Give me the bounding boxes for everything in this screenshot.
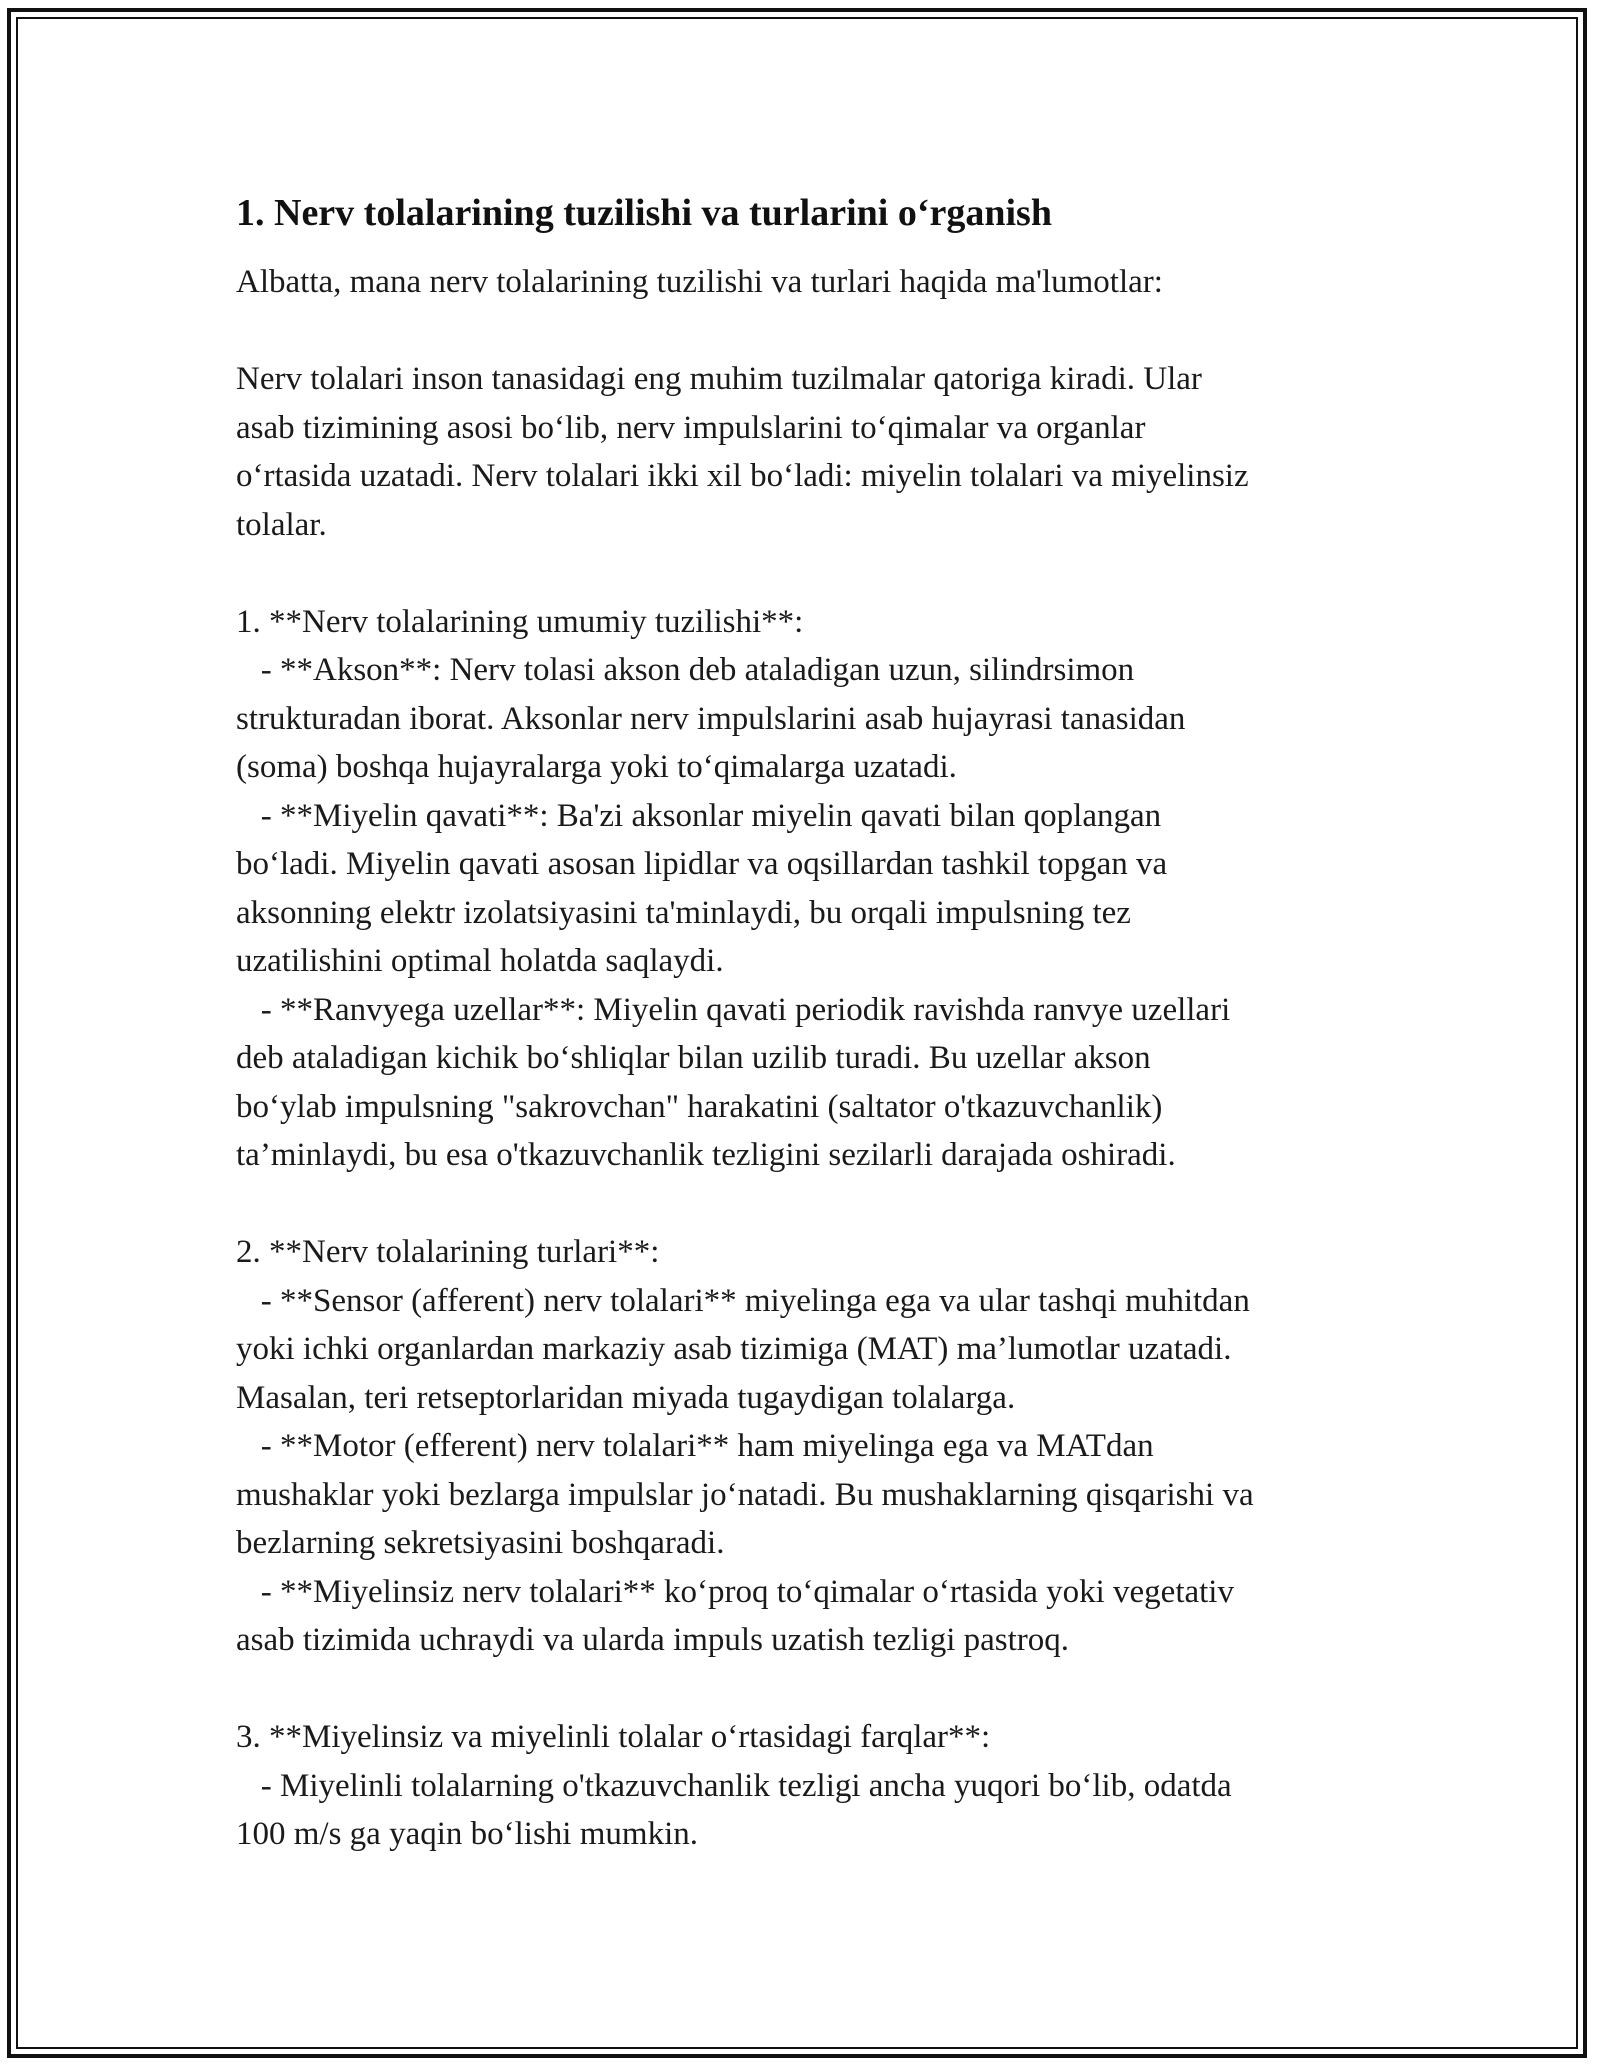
paragraph-gap <box>236 1665 1376 1714</box>
intro-paragraph: Albatta, mana nerv tolalarining tuzilishi va turlari haqida ma'lumotlar: <box>236 264 1163 300</box>
section-types: 2. **Nerv tolalarining turlari**: - **Sensor (afferent) nerv tolalari** miyelinga ega va ular tashqi muhitdan yoki ichki organlardan markaziy asab tizimiga (MAT) ma’lumotlar uzatadi. Masalan, teri retseptorlaridan miyada tugaydigan tolalarga. - **Motor (efferent) nerv tolalari** ham miyelinga ega va MATdan mushaklar yoki bezlarga impulslar jo‘natadi. Bu mushaklarning qisqarishi va bezlarning sekretsiyasini boshqaradi. - **Miyelinsiz nerv tolalari** ko‘proq to‘qimalar o‘rtasida yoki vegetativ asab tizimida uchraydi va ularda impuls uzatish tezligi pastroq. <box>236 1234 1254 1658</box>
paragraph-gap <box>236 307 1376 356</box>
section-structure: 1. **Nerv tolalarining umumiy tuzilishi**: - **Akson**: Nerv tolasi akson deb ataladigan uzun, silindrsimon strukturadan iborat. Aksonlar nerv impulslarini asab hujayrasi tanasidan (soma) boshqa hujayralarga yoki to‘qimalarga uzatadi. - **Miyelin qavati**: Ba'zi aksonlar miyelin qavati bilan qoplangan bo‘ladi. Miyelin qavati asosan lipidlar va oqsillardan tashkil topgan va aksonning elektr izolatsiyasini ta'minlaydi, bu orqali impulsning tez uzatilishini optimal holatda saqlaydi. - **Ranvyega uzellar**: Miyelin qavati periodik ravishda ranvye uzellari deb ataladigan kichik bo‘shliqlar bilan uzilib turadi. Bu uzellar akson bo‘ylab impulsning "sakrovchan" harakatini (saltator o'tkazuvchanlik) ta’minlaydi, bu esa o'tkazuvchanlik tezligini sezilarli darajada oshiradi. <box>236 603 1231 1173</box>
paragraph-gap <box>236 1180 1376 1229</box>
section-differences: 3. **Miyelinsiz va miyelinli tolalar o‘rtasidagi farqlar**: - Miyelinli tolalarning o'tkazuvchanlik tezligi ancha yuqori bo‘lib, odatda 100 m/s ga yaqin bo‘lishi mumkin. <box>236 1719 1232 1852</box>
overview-paragraph: Nerv tolalari inson tanasidagi eng muhim tuzilmalar qatoriga kiradi. Ular asab tizimining asosi bo‘lib, nerv impulslarini to‘qimalar va organlar o‘rtasida uzatadi. Nerv tolalari ikki xil bo‘ladi: miyelin tolalari va miyelinsiz tolalar. <box>236 361 1249 543</box>
document-body <box>236 188 1376 1859</box>
page-title: 1. Nerv tolalarining tuzilishi va turlarini o‘rganish <box>236 192 1052 234</box>
paragraph-gap <box>236 549 1376 598</box>
